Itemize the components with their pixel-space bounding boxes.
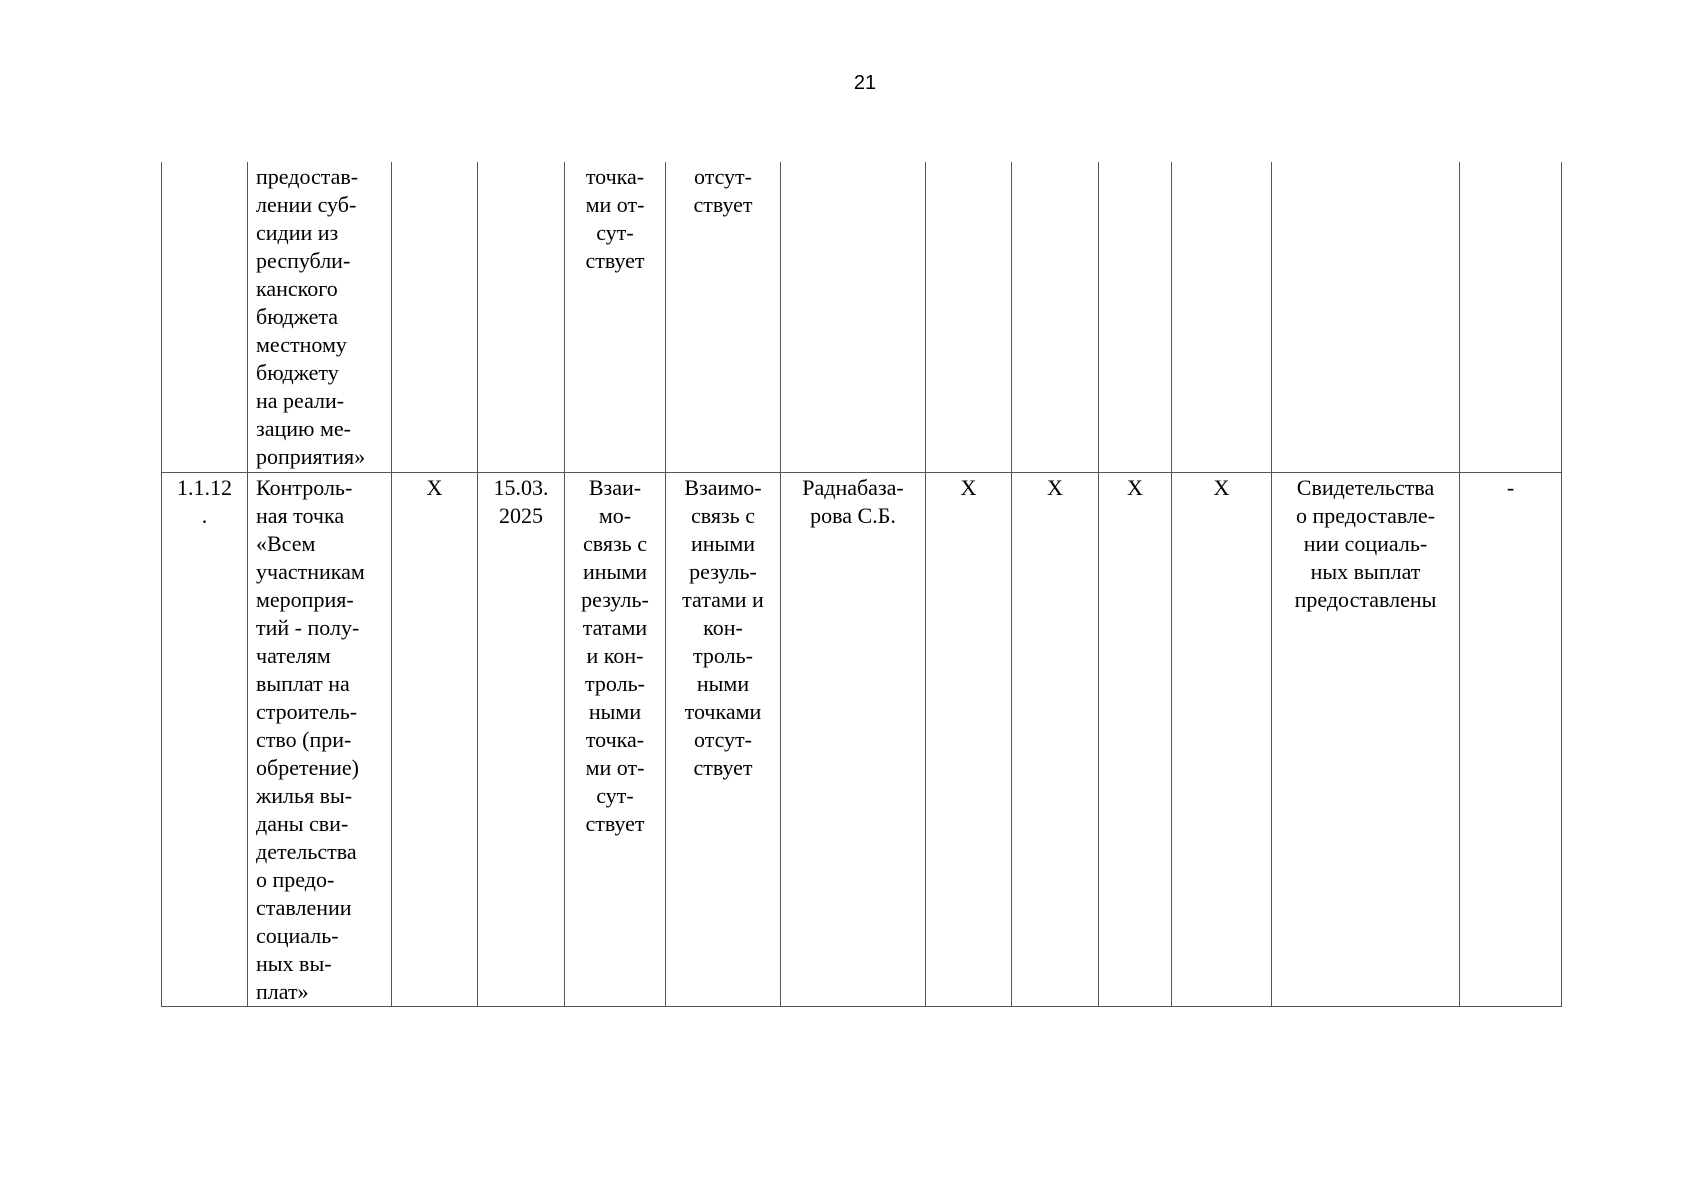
- page-number: 21: [853, 72, 877, 94]
- table-cell-relation: Взаи- мо- связь с иными резуль- татами и кон- троль- ными точка- ми от- сут- ствует: [565, 473, 666, 1007]
- table-cell: [1460, 162, 1562, 473]
- table-cell: -: [1460, 473, 1562, 1007]
- table-cell: [1099, 162, 1172, 473]
- table-cell-mark: Х: [1172, 473, 1272, 1007]
- table-row: [162, 473, 1562, 1007]
- table-row-continued: [162, 162, 1562, 473]
- table-cell-number: 1.1.12 .: [162, 473, 248, 1007]
- table-cell-mark: Х: [926, 473, 1012, 1007]
- table-cell-description: предостав- лении суб- сидии из республи- канского бюджета местному бюджету на реали- зацию ме- роприятия»: [248, 162, 392, 473]
- table-cell: [392, 162, 478, 473]
- table-cell-result: Свидетельства о предоставле- нии социаль- ных выплат предоставлены: [1272, 473, 1460, 1007]
- table-cell-mark: Х: [1099, 473, 1172, 1007]
- table-cell-relation: точка- ми от- сут- ствует: [565, 162, 666, 473]
- table-cell: [1012, 162, 1099, 473]
- table-cell-number: [162, 162, 248, 473]
- table-cell: [1272, 162, 1460, 473]
- table-cell-date: 15.03. 2025: [478, 473, 565, 1007]
- table-cell: [1172, 162, 1272, 473]
- table-cell-relation: отсут- ствует: [666, 162, 781, 473]
- table-cell-mark: Х: [392, 473, 478, 1007]
- table-cell-relation: Взаимо- связь с иными резуль- татами и кон- троль- ными точками отсут- ствует: [666, 473, 781, 1007]
- control-points-table: [161, 162, 1562, 1007]
- table-cell: [781, 162, 926, 473]
- table-cell: [478, 162, 565, 473]
- table-cell-description: Контроль- ная точка «Всем участникам мероприя- тий - полу- чателям выплат на строитель- ство (при- обретение) жилья вы- даны сви- детельства о предо- ставлении социаль- ных вы- плат»: [248, 473, 392, 1007]
- table-cell-responsible: Раднабаза- рова С.Б.: [781, 473, 926, 1007]
- table-cell: [926, 162, 1012, 473]
- table-cell-mark: Х: [1012, 473, 1099, 1007]
